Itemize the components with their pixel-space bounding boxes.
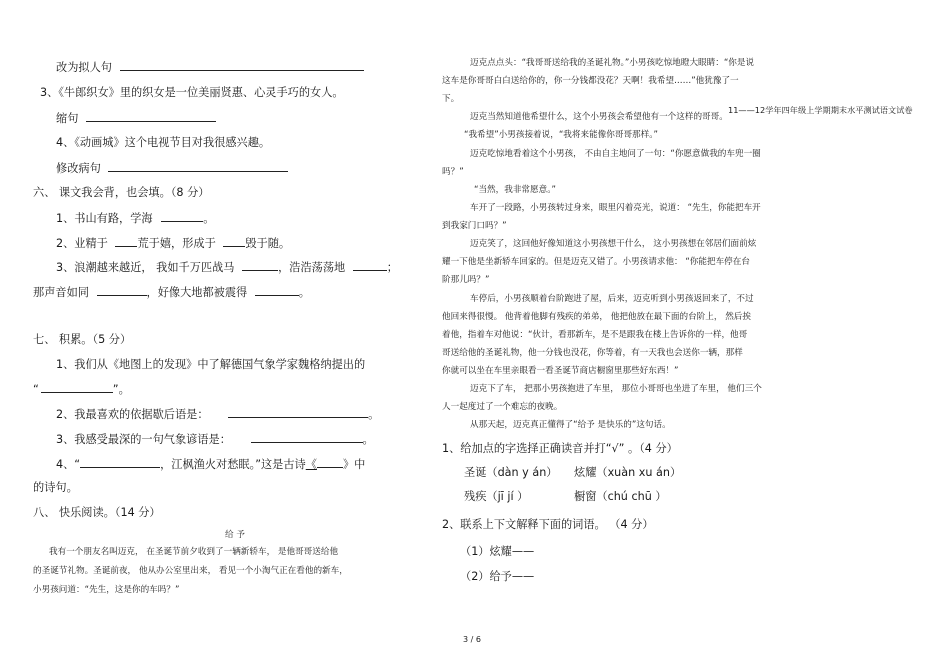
- question-3: 3、《牛郎织女》里的织女是一位美丽贤惠、心灵手巧的女人。: [40, 86, 344, 99]
- accumulate-item-1: 1、我们从《地图上的发现》中了解德国气象学家魏格纳提出的: [56, 358, 366, 371]
- shorten-sentence-line: [56, 111, 216, 126]
- reading-question-2: 2、联系上下文解释下面的词语。 （4 分）: [442, 518, 654, 531]
- answer-blank[interactable]: [353, 260, 387, 271]
- item-text: “: [33, 383, 39, 396]
- pinyin-choice-canji[interactable]: 残疾（jī jí ）: [464, 490, 529, 503]
- accumulate-item-4: [56, 457, 365, 472]
- passage-line: 迈克笑了，这回他好像知道这小男孩想干什么， 这小男孩想在邻居们面前炫: [470, 239, 757, 249]
- answer-blank[interactable]: [108, 161, 288, 172]
- recite-item-3: [56, 260, 398, 275]
- pinyin-choice-chuchuang[interactable]: 橱窗（chú chū ）: [574, 490, 667, 503]
- passage-line: 我有一个朋友名叫迈克， 在圣诞节前夕收到了一辆新轿车， 是他哥哥送给他: [49, 547, 339, 557]
- passage-line: 耀一下他是坐新轿车回家的。但是迈克又错了。小男孩请求他： “你能把车停在台: [442, 257, 750, 267]
- accumulate-item-3: [56, 432, 374, 447]
- answer-blank[interactable]: [223, 236, 245, 247]
- item-text: ；: [386, 261, 398, 274]
- recite-item-3-cont: [33, 285, 310, 300]
- answer-blank[interactable]: [86, 111, 216, 122]
- answer-blank[interactable]: [228, 407, 368, 418]
- passage-line: 下。: [442, 94, 460, 104]
- answer-blank[interactable]: [120, 60, 364, 71]
- rewrite-label: 改为拟人句: [56, 61, 112, 74]
- item-text: 1、书山有路，学海: [56, 212, 153, 225]
- item-text: 4、“: [56, 458, 81, 471]
- left-column: [0, 0, 470, 659]
- accumulate-item-1-cont: [33, 382, 130, 397]
- rewrite-personification-line: [56, 60, 364, 75]
- item-text: 荒于嬉，形成于: [137, 237, 216, 250]
- fix-sentence-line: [56, 161, 288, 176]
- section-7-heading: 七、 积累。（5 分）: [33, 333, 132, 346]
- passage-line: 这车是你哥哥白白送给你的，你一分钱都没花？天啊！我希望……”他犹豫了一: [442, 76, 739, 86]
- accumulate-item-2: [56, 407, 379, 422]
- passage-line: 车停后，小男孩顺着台阶跑进了屋，后来，迈克听到小男孩返回来了，不过: [470, 294, 754, 304]
- passage-line: 迈克吃惊地看着这个小男孩， 不由自主地问了一句：“你愿意做我的车兜一圈: [470, 149, 761, 159]
- right-column: [442, 0, 950, 659]
- item-text: 毁于随。: [245, 237, 291, 250]
- reading-question-1: 1、给加点的字选择正确读音并打“√” 。（4 分）: [442, 442, 678, 455]
- accumulate-item-4-cont: 的诗句。: [33, 481, 78, 494]
- item-text: 2、业精于: [56, 237, 108, 250]
- item-text: 《: [305, 458, 317, 471]
- item-text: ，好像大地都被震得: [146, 286, 248, 299]
- item-text: 》中: [342, 458, 366, 471]
- page-header-title: 11——12学年四年级上学期期末水平测试语文试卷: [728, 105, 913, 115]
- passage-line: 从那天起，迈克真正懂得了“给予 是快乐的”这句话。: [470, 420, 671, 430]
- item-text: 。: [298, 286, 310, 299]
- answer-blank[interactable]: [161, 211, 203, 222]
- item-text: 那声音如同: [33, 286, 89, 299]
- passage-line: 人一起度过了一个难忘的夜晚。: [442, 402, 563, 412]
- passage-line: 到我家门口吗？”: [442, 221, 507, 231]
- question-4: 4、《动画城》这个电视节目对我很感兴趣。: [56, 136, 271, 149]
- passage-line: 的圣诞节礼物。圣诞前夜， 他从办公室里出来， 看见一个小淘气正在看他的新车，: [33, 566, 348, 576]
- passage-line: 小男孩问道：“先生，这是你的车吗？”: [33, 585, 180, 595]
- answer-blank[interactable]: [41, 382, 113, 393]
- page-number: 3 / 6: [463, 635, 481, 644]
- recite-item-2: [56, 236, 290, 251]
- passage-line: 你就可以坐在车里亲眼看一看圣诞节商店橱窗里那些好东西！”: [442, 366, 679, 376]
- passage-line: 吗？”: [442, 167, 464, 177]
- passage-line: “我希望”小男孩接着说，“我将来能像你哥哥那样。”: [464, 130, 658, 140]
- answer-blank[interactable]: [251, 432, 363, 443]
- answer-blank[interactable]: [115, 236, 137, 247]
- answer-blank[interactable]: [317, 457, 343, 468]
- item-text: 。: [362, 433, 374, 446]
- passage-line: 迈克下了车， 把那小男孩抱进了车里， 那位小哥哥也坐进了车里， 他们三个: [470, 384, 762, 394]
- passage-title: 给 予: [225, 530, 245, 540]
- answer-blank[interactable]: [80, 457, 160, 468]
- item-text: 。: [368, 408, 380, 421]
- passage-line: 哥送给他的圣诞礼物，他一分钱也没花，你等着，有一天我也会送你一辆，那样: [442, 348, 743, 358]
- item-text: ，浩浩荡荡地: [278, 261, 346, 274]
- recite-item-1: [56, 211, 214, 226]
- item-text: 2、我最喜欢的依据歇后语是：: [56, 408, 209, 421]
- fix-label: 修改病句: [56, 162, 101, 175]
- passage-line: “当然，我非常愿意。”: [474, 185, 556, 195]
- passage-line: 他回来得很慢。 他背着他脚有残疾的弟弟， 他把他放在最下面的台阶上， 然后挨: [442, 312, 751, 322]
- pinyin-choice-xuanyao[interactable]: 炫耀（xuàn xu án）: [574, 466, 682, 479]
- answer-blank[interactable]: [255, 285, 299, 296]
- item-text: ”。: [112, 383, 130, 396]
- item-text: 3、我感受最深的一句气象谚语是：: [56, 433, 231, 446]
- passage-line: 着他，指着车对他说：“伙计，看那新车，是不是跟我在楼上告诉你的一样，他哥: [442, 330, 748, 340]
- passage-line: 车开了一段路，小男孩转过身来，眼里闪着亮光，说道： “先生，你能把车开: [470, 203, 761, 213]
- word-explain-2[interactable]: （2）给予——: [460, 570, 535, 583]
- item-text: 。: [203, 212, 215, 225]
- passage-line: 迈克点点头：“我哥哥送给我的圣诞礼物。”小男孩吃惊地瞪大眼睛：“你是说: [470, 58, 755, 68]
- word-explain-1[interactable]: （1）炫耀——: [460, 545, 535, 558]
- answer-blank[interactable]: [97, 285, 147, 296]
- answer-blank[interactable]: [242, 260, 278, 271]
- passage-line: 阶那儿吗？”: [442, 275, 490, 285]
- section-8-heading: 八、 快乐阅读。（14 分）: [33, 506, 161, 519]
- pinyin-choice-shengdan[interactable]: 圣诞（dàn y án）: [464, 466, 558, 479]
- item-text: 3、浪潮越来越近， 我如千万匹战马: [56, 261, 235, 274]
- shorten-label: 缩句: [56, 112, 79, 125]
- section-6-heading: 六、 课文我会背，也会填。（8 分）: [33, 186, 210, 199]
- item-text: ，江枫渔火对愁眠。”这是古诗: [160, 458, 306, 471]
- passage-line: 迈克当然知道他希望什么，这个小男孩会希望他有一个这样的哥哥。: [470, 112, 728, 122]
